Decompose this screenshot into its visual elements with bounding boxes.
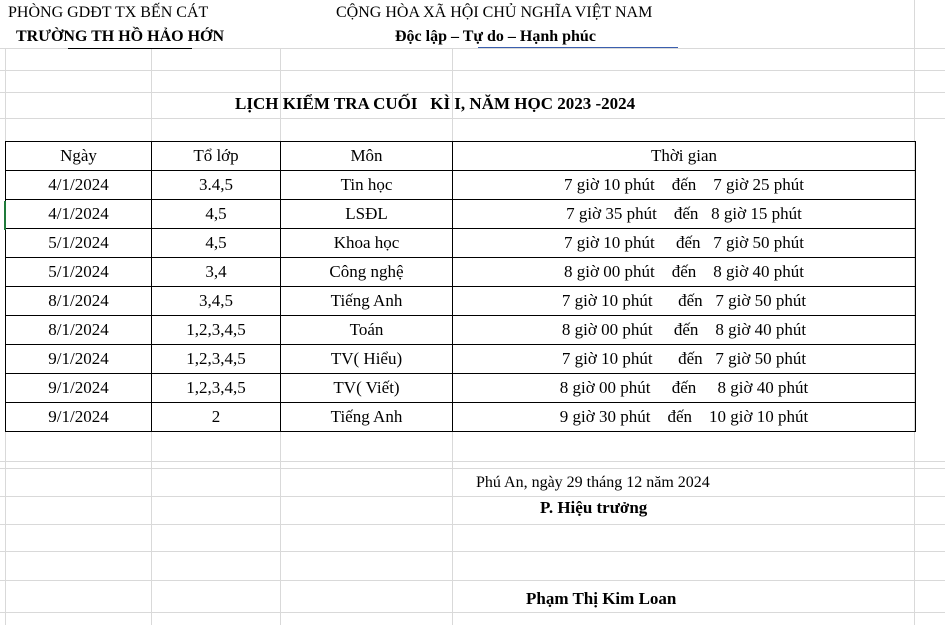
signatory-title: P. Hiệu trưởng xyxy=(540,498,648,517)
cell-date[interactable]: 4/1/2024 xyxy=(6,200,152,229)
cell-date[interactable]: 5/1/2024 xyxy=(6,258,152,287)
cell-date[interactable]: 4/1/2024 xyxy=(6,171,152,200)
cell-class-group[interactable]: 4,5 xyxy=(152,229,281,258)
cell-time[interactable]: 9 giờ 30 phút đến 10 giờ 10 phút xyxy=(453,403,916,432)
table-header-row xyxy=(6,142,916,171)
cell-time[interactable]: 8 giờ 00 phút đến 8 giờ 40 phút xyxy=(453,316,916,345)
page-title: LỊCH KIỂM TRA CUỐI KÌ I, NĂM HỌC 2023 -2024 xyxy=(235,94,636,113)
cell-class-group[interactable]: 1,2,3,4,5 xyxy=(152,316,281,345)
cell-time[interactable]: 7 giờ 10 phút đến 7 giờ 50 phút xyxy=(453,345,916,374)
cell-class-group[interactable]: 4,5 xyxy=(152,200,281,229)
country-name: CỘNG HÒA XÃ HỘI CHỦ NGHĨA VIỆT NAM xyxy=(336,4,653,21)
cell-class-group[interactable]: 2 xyxy=(152,403,281,432)
table-row xyxy=(6,171,916,200)
school-name: TRƯỜNG TH HỒ HẢO HỚN xyxy=(16,28,225,45)
cell-subject[interactable]: TV( Hiểu) xyxy=(281,345,453,374)
active-cell-indicator xyxy=(4,201,6,230)
cell-date[interactable]: 5/1/2024 xyxy=(6,229,152,258)
motto-underline xyxy=(478,47,678,48)
national-motto: Độc lập – Tự do – Hạnh phúc xyxy=(395,28,596,45)
cell-subject[interactable]: Tiếng Anh xyxy=(281,403,453,432)
cell-time[interactable]: 7 giờ 10 phút đến 7 giờ 25 phút xyxy=(453,171,916,200)
cell-class-group[interactable]: 1,2,3,4,5 xyxy=(152,374,281,403)
school-name-underline xyxy=(68,48,192,49)
cell-subject[interactable]: TV( Viết) xyxy=(281,374,453,403)
cell-subject[interactable]: Công nghệ xyxy=(281,258,453,287)
department-name: PHÒNG GDĐT TX BẾN CÁT xyxy=(8,4,209,21)
cell-time[interactable]: 7 giờ 10 phút đến 7 giờ 50 phút xyxy=(453,229,916,258)
cell-class-group[interactable]: 1,2,3,4,5 xyxy=(152,345,281,374)
cell-date[interactable]: 8/1/2024 xyxy=(6,316,152,345)
cell-date[interactable]: 8/1/2024 xyxy=(6,287,152,316)
table-row xyxy=(6,258,916,287)
cell-time[interactable]: 7 giờ 35 phút đến 8 giờ 15 phút xyxy=(453,200,916,229)
cell-class-group[interactable]: 3,4,5 xyxy=(152,287,281,316)
cell-subject[interactable]: Tin học xyxy=(281,171,453,200)
cell-time[interactable]: 8 giờ 00 phút đến 8 giờ 40 phút xyxy=(453,258,916,287)
table-row xyxy=(6,345,916,374)
cell-class-group[interactable]: 3.4,5 xyxy=(152,171,281,200)
cell-subject[interactable]: LSĐL xyxy=(281,200,453,229)
table-row xyxy=(6,403,916,432)
column-header-date[interactable]: Ngày xyxy=(6,142,152,171)
cell-subject[interactable]: Tiếng Anh xyxy=(281,287,453,316)
table-row xyxy=(6,229,916,258)
cell-subject[interactable]: Toán xyxy=(281,316,453,345)
cell-date[interactable]: 9/1/2024 xyxy=(6,374,152,403)
place-and-date: Phú An, ngày 29 tháng 12 năm 2024 xyxy=(476,474,710,491)
column-header-time[interactable]: Thời gian xyxy=(453,142,916,171)
table-row xyxy=(6,374,916,403)
cell-time[interactable]: 7 giờ 10 phút đến 7 giờ 50 phút xyxy=(453,287,916,316)
table-row xyxy=(6,316,916,345)
table-row xyxy=(6,200,916,229)
cell-time[interactable]: 8 giờ 00 phút đến 8 giờ 40 phút xyxy=(453,374,916,403)
column-header-subject[interactable]: Môn xyxy=(281,142,453,171)
cell-class-group[interactable]: 3,4 xyxy=(152,258,281,287)
signatory-name: Phạm Thị Kim Loan xyxy=(526,589,677,608)
cell-subject[interactable]: Khoa học xyxy=(281,229,453,258)
exam-schedule-table xyxy=(5,141,916,432)
cell-date[interactable]: 9/1/2024 xyxy=(6,403,152,432)
table-row xyxy=(6,287,916,316)
column-header-class-group[interactable]: Tổ lớp xyxy=(152,142,281,171)
cell-date[interactable]: 9/1/2024 xyxy=(6,345,152,374)
